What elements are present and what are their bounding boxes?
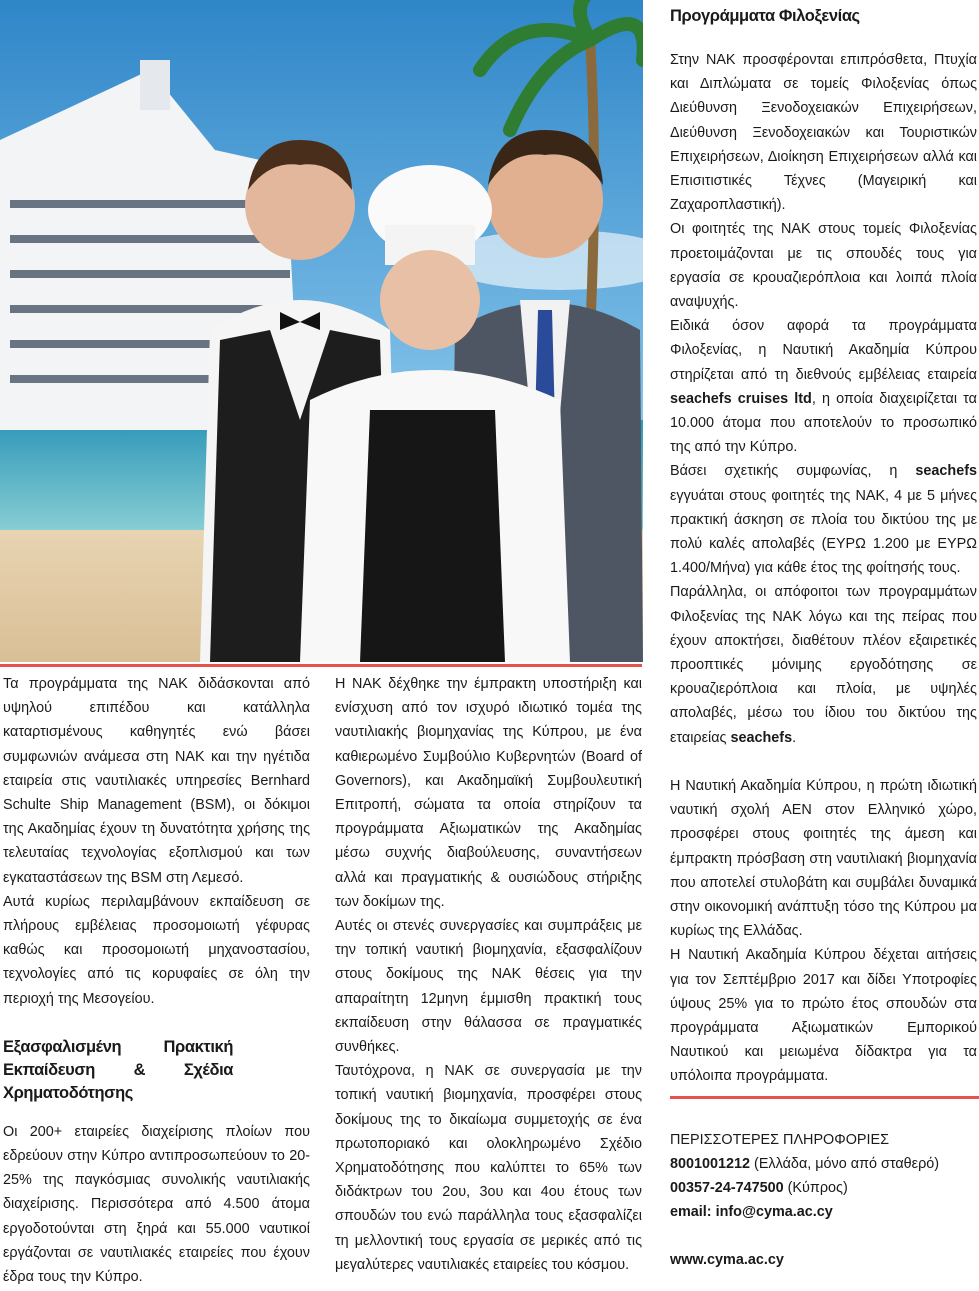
paragraph	[670, 459, 977, 580]
paragraph: Ταυτόχρονα, η ΝΑΚ σε συνεργασία με την τοπική ναυτική βιομηχανία, προσφέρει στους δοκίμους της το δικαίωμα συμμετοχής σε ένα πρωτοποριακό και ολοκληρωμένο Σχέδιο Χρηματοδότησης που καλύπτει το 65% των διδάκτρων του 2ου, 3ου και 4ου έτους των σπουδών του ενώ παράλληλα τους εξασφαλίζει τη μελλοντική τους εργασία σε μερικές από τις μεγαλύτερες ναυτιλιακές εταιρείες του κόσμου.	[335, 1063, 642, 1273]
phone-note: (Ελλάδα, μόνο από σταθερό)	[750, 1156, 940, 1172]
divider-line-left	[0, 664, 642, 667]
column-2	[335, 672, 642, 1277]
column-1	[3, 672, 310, 1289]
paragraph: Στην ΝΑΚ προσφέρονται επιπρόσθετα, Πτυχία και Διπλώματα σε τομείς Φιλοξενίας όπως Διεύθυνση Ξενοδοχειακών Επιχειρήσεων, Διεύθυνση Ξενοδοχειακών και Τουριστικών Επιχειρήσεων, Διοίκηση Επιχειρήσεων αλλά και Επισιτιστικές Τέχνες (Μαγειρική και Ζαχαροπλαστική).	[670, 52, 977, 214]
email-text[interactable]: email: info@cyma.ac.cy	[670, 1204, 833, 1220]
paragraph: Η ΝΑΚ δέχθηκε την έμπρακτη υποστήριξη και ενίσχυση από τον ισχυρό ιδιωτικό τομέα της ναυτιλιακής βιομηχανίας της Κύπρου, με ένα καθιερωμένο Συμβούλιο Κυβερνητών (Board of Governors), και Ακαδημαϊκή Συμβουλευτική Επιτροπή, σώματα τα οποία στηρίζουν τα προγράμματα Αξιωματικών της Ακαδημίας μέσω συχνής διαβούλευσης, συναντήσεων αλλά και πραγματικής & ουσιώδους στήριξης των δοκίμων της.	[335, 676, 642, 910]
phone-note: (Κύπρος)	[783, 1180, 848, 1196]
photo-crew-on-beach-with-cruise-ship-icon	[0, 0, 643, 662]
text: Βάσει σχετικής συμφωνίας, η	[670, 463, 916, 480]
phone-number[interactable]: 8001001212	[670, 1156, 751, 1172]
paragraph: Η Ναυτική Ακαδημία Κύπρου, η πρώτη ιδιωτική ναυτική σχολή ΑΕΝ στον Ελληνικό χώρο, προσφέρει στους φοιτητές της άμεση και έμπρακτη πρόσβαση στη ναυτιλιακή βιομηχανία που αποτελεί στυλοβάτη και συμβάλει δυναμικά στην οικονομική ανάπτυξη τόσο της Κύπρου μα κυρίως της Ελλάδας.	[670, 777, 977, 940]
text: , η οποία διαχειρίζεται τα 10.000 άτομα που αποτελούν το προσωπικό της από την Κύπρο.	[670, 390, 977, 456]
phone-cyprus	[670, 1176, 977, 1200]
website-link[interactable]	[670, 1248, 977, 1272]
text: εγγυάται στους φοιτητές της ΝΑΚ, 4 με 5 μήνες πρακτική άσκηση σε πλοία του δικτύου της με πολύ καλές απολαβές (ΕΥΡΩ 1.200 με ΕΥΡΩ 1.400/Μήνα) για κάθε έτος της φοίτησής τους.	[670, 487, 977, 577]
section-heading: Εξασφαλισμένη Πρακτική Εκπαίδευση & Σχέδια Χρηματοδότησης	[3, 1037, 233, 1102]
section-heading: Προγράμματα Φιλοξενίας	[670, 7, 860, 25]
text: Ειδικά όσον αφορά τα προγράμματα Φιλοξενίας, η Ναυτική Ακαδημία Κύπρου στηρίζεται από τη διεθνούς εμβέλειας εταιρεία	[670, 318, 977, 383]
paragraph: Οι 200+ εταιρείες διαχείρισης πλοίων που εδρεύουν στην Κύπρο αντιπροσωπεύουν το 20-25% της παγκόσμιας συνολικής ναυτιλιακής διαχείρισης. Περισσότερα από 4.500 άτομα εργοδοτούνται στη ξηρά και 55.000 ναυτικοί εργάζονται σε ναυτιλιακές εταιρείες που έχουν έδρα τους την Κύπρο.	[3, 1123, 310, 1286]
paragraph: Τα προγράμματα της ΝΑΚ διδάσκονται από υψηλού επιπέδου και κατάλληλα καταρτισμένους καθηγητές ενώ βάσει συμφωνιών ανάμεσα στη ΝΑΚ και την ηγέτιδα εταιρεία στις ναυτιλιακές υπηρεσίες Bernhard Schulte Ship Management (BSM), οι δόκιμοι της Ακαδημίας έχουν τη δυνατότητα χρήσης της τελευταίας τεχνολογίας εξοπλισμού και των εγκαταστάσεων της BSM στη Λεμεσό.	[3, 676, 310, 886]
paragraph	[670, 314, 977, 459]
divider-line-right	[670, 1096, 979, 1099]
company-name: seachefs	[730, 729, 793, 746]
contact-title: ΠΕΡΙΣΣΟΤΕΡΕΣ ΠΛΗΡΟΦΟΡΙΕΣ	[670, 1132, 890, 1148]
text: Παράλληλα, οι απόφοιτοι των προγραμμάτων Φιλοξενίας της ΝΑΚ λόγω και της πείρας που έχουν αποκτήσει, διαθέτουν πλέον εξαιρετικές προοπτικές μόνιμης εργοδότησης σε κρουαζιερόπλοια και πλοία, με υψηλές απολαβές, μέσω του ίδιου του δικτύου της εταιρείας	[670, 584, 977, 746]
website-text[interactable]: www.cyma.ac.cy	[670, 1252, 784, 1268]
column-3	[670, 5, 977, 1089]
company-name: seachefs cruises ltd	[670, 390, 812, 407]
paragraph	[670, 580, 977, 749]
email-link[interactable]	[670, 1200, 977, 1224]
paragraph: Αυτές οι στενές συνεργασίες και συμπράξεις με την τοπική ναυτική βιομηχανία, εξασφαλίζουν στους δοκίμους της ΝΑΚ θέσεις για την απαραίτητη 12μηνη έμμισθη πρακτική τους εκπαίδευση στην θάλασσα σε πραγματικές συνθήκες.	[335, 918, 642, 1056]
paragraph: Αυτά κυρίως περιλαμβάνουν εκπαίδευση σε πλήρους εμβέλειας προσομοιωτή γέφυρας καθώς και προσομοιωτή μηχανοστασίου, τεχνολογίες από τις κορυφαίες σε όλη την περιοχή της Μεσογείου.	[3, 893, 310, 1007]
phone-greece	[670, 1152, 977, 1176]
contact-info	[670, 1128, 977, 1272]
paragraph: Οι φοιτητές της ΝΑΚ στους τομείς Φιλοξενίας προετοιμάζονται με τις σπουδές τους για εργασία σε κρουαζιερόπλοια και λοιπά πλοία αναψυχής.	[670, 221, 977, 311]
text: .	[792, 729, 797, 746]
phone-number[interactable]: 00357-24-747500	[670, 1180, 784, 1196]
company-name: seachefs	[915, 463, 977, 480]
paragraph: Η Ναυτική Ακαδημία Κύπρου δέχεται αιτήσεις για τον Σεπτέμβριο 2017 και δίδει Υποτροφίες ύψους 25% για το πρώτο έτος σπουδών στα προγράμματα Αξιωματικών Εμπορικού Ναυτικού και μειωμένα δίδακτρα για τα υπόλοιπα προγράμματα.	[670, 947, 977, 1085]
hero-photo	[0, 0, 643, 662]
